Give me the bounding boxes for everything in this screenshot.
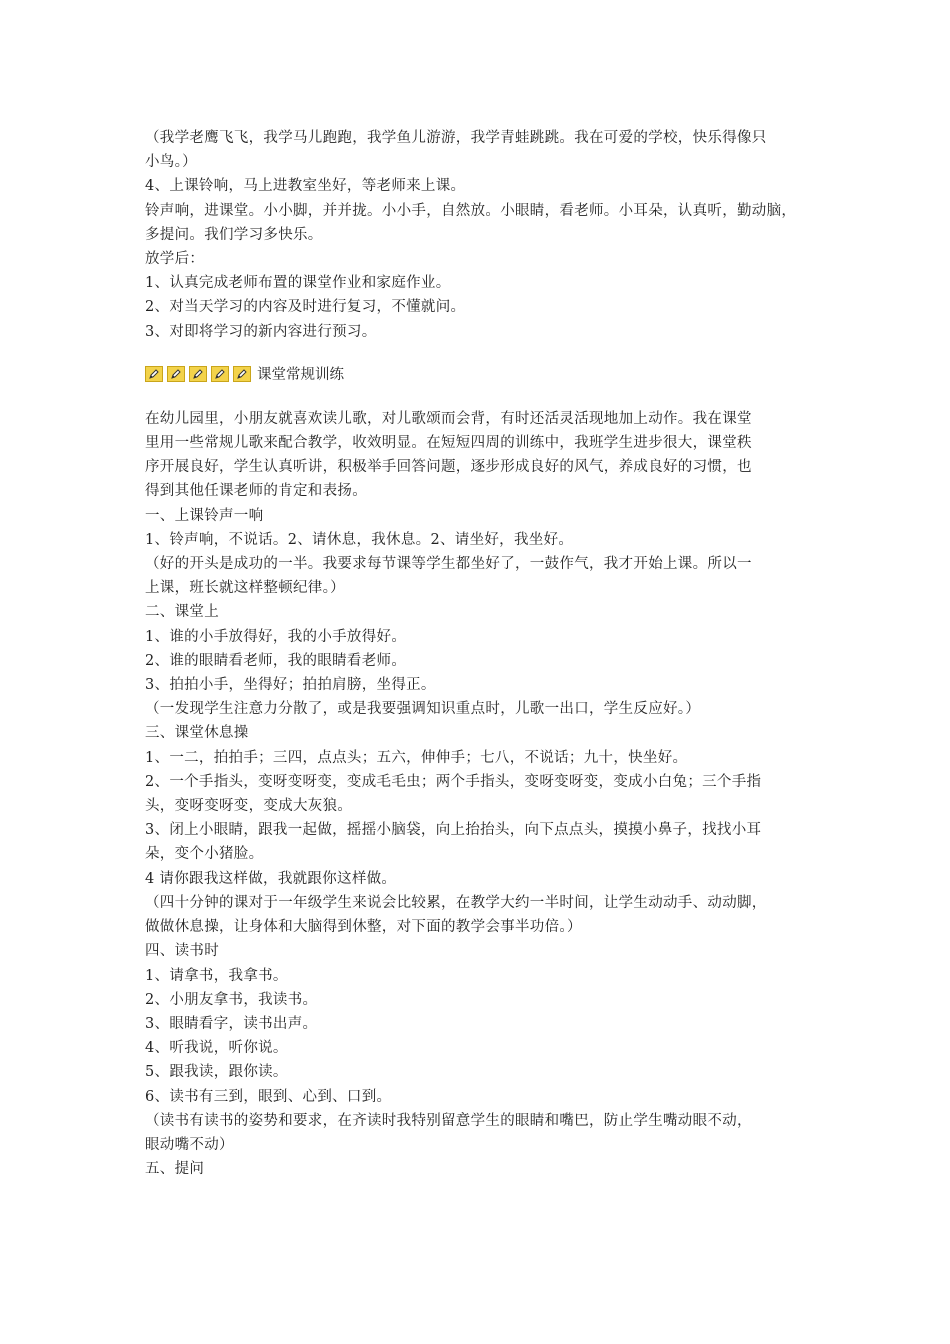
body-line: 2、小朋友拿书，我读书。: [145, 991, 318, 1008]
body-line: （好的开头是成功的一半。我要求每节课等学生都坐好了，一鼓作气，我才开始上课。所以一: [145, 556, 752, 573]
body-line: 四、读书时: [145, 943, 219, 960]
heading-decoration: [145, 366, 255, 382]
pencil-icon: [189, 366, 207, 382]
intro-line: 多提问。我们学习多快乐。: [145, 226, 323, 243]
body-line: 1、铃声响，不说话。2、请休息，我休息。2、请坐好，我坐好。: [145, 531, 574, 548]
intro-line: （我学老鹰飞飞，我学马儿跑跑，我学鱼儿游游，我学青蛙跳跳。我在可爱的学校，快乐得像只: [145, 130, 767, 146]
section-heading: [145, 362, 815, 386]
body-line: 三、课堂休息操: [145, 725, 249, 742]
body-line: （读书有读书的姿势和要求，在齐读时我特别留意学生的眼睛和嘴巴，防止学生嘴动眼不动，: [145, 1112, 752, 1129]
intro-block: [145, 126, 815, 344]
section-title: 课堂常规训练: [257, 367, 344, 384]
intro-line: 3、对即将学习的新内容进行预习。: [145, 323, 377, 340]
intro-line: 1、认真完成老师布置的课堂作业和家庭作业。: [145, 275, 451, 292]
body-line: 在幼儿园里，小朋友就喜欢读儿歌，对儿歌颂而会背，有时还活灵活现地加上动作。我在课堂: [145, 410, 752, 427]
body-line: 一、上课铃声一响: [145, 507, 264, 524]
intro-line: 2、对当天学习的内容及时进行复习，不懂就问。: [145, 299, 466, 316]
body-line: （四十分钟的课对于一年级学生来说会比较累，在教学大约一半时间，让学生动动手、动动脚，: [145, 894, 767, 911]
document-page: [145, 126, 815, 1181]
body-line: 1、请拿书，我拿书。: [145, 967, 288, 984]
intro-line: 4、上课铃响，马上进教室坐好，等老师来上课。: [145, 178, 466, 195]
body-line: 6、读书有三到，眼到、心到、口到。: [145, 1088, 392, 1105]
body-line: （一发现学生注意力分散了，或是我要强调知识重点时，儿歌一出口，学生反应好。）: [145, 701, 701, 718]
intro-line: 放学后：: [145, 251, 205, 268]
body-line: 朵，变个小猪脸。: [145, 846, 264, 863]
pencil-icon: [145, 366, 163, 382]
pencil-icon: [211, 366, 229, 382]
pencil-icon: [233, 366, 251, 382]
body-line: 五、提问: [145, 1161, 205, 1178]
body-line: 眼动嘴不动）: [145, 1136, 234, 1153]
body-line: 3、拍拍小手，坐得好；拍拍肩膀，坐得正。: [145, 677, 436, 694]
body-line: 3、闭上小眼睛，跟我一起做，摇摇小脑袋，向上抬抬头，向下点点头，摸摸小鼻子，找找小耳: [145, 822, 762, 839]
body-line: 1、谁的小手放得好，我的小手放得好。: [145, 628, 407, 645]
body-line: 序开展良好，学生认真听讲，积极举手回答问题，逐步形成良好的风气，养成良好的习惯，也: [145, 459, 752, 476]
body-line: 4 请你跟我这样做，我就跟你这样做。: [145, 870, 397, 887]
body-line: 里用一些常规儿歌来配合教学，收效明显。在短短四周的训练中，我班学生进步很大，课堂秩: [145, 435, 752, 452]
body-line: 上课，班长就这样整顿纪律。）: [145, 580, 345, 597]
body-line: 3、眼睛看字，读书出声。: [145, 1015, 318, 1032]
body-block: [145, 407, 815, 1182]
intro-line: 铃声响，进课堂。小小脚，并并拢。小小手，自然放。小眼睛，看老师。小耳朵，认真听，勤动脑，: [145, 202, 797, 219]
body-line: 得到其他任课老师的肯定和表扬。: [145, 483, 367, 500]
pencil-icon: [167, 366, 185, 382]
body-line: 5、跟我读，跟你读。: [145, 1064, 288, 1081]
body-line: 做做休息操，让身体和大脑得到休整，对下面的教学会事半功倍。）: [145, 919, 582, 936]
intro-line: 小鸟。）: [145, 154, 197, 171]
body-line: 2、一个手指头，变呀变呀变，变成毛毛虫；两个手指头，变呀变呀变，变成小白兔；三个手指: [145, 773, 762, 790]
body-line: 头，变呀变呀变，变成大灰狼。: [145, 798, 353, 815]
body-line: 二、课堂上: [145, 604, 219, 621]
body-line: 1、一二，拍拍手；三四，点点头；五六，伸伸手；七八，不说话；九十，快坐好。: [145, 749, 688, 766]
body-line: 2、谁的眼睛看老师，我的眼睛看老师。: [145, 652, 407, 669]
body-line: 4、听我说，听你说。: [145, 1040, 288, 1057]
